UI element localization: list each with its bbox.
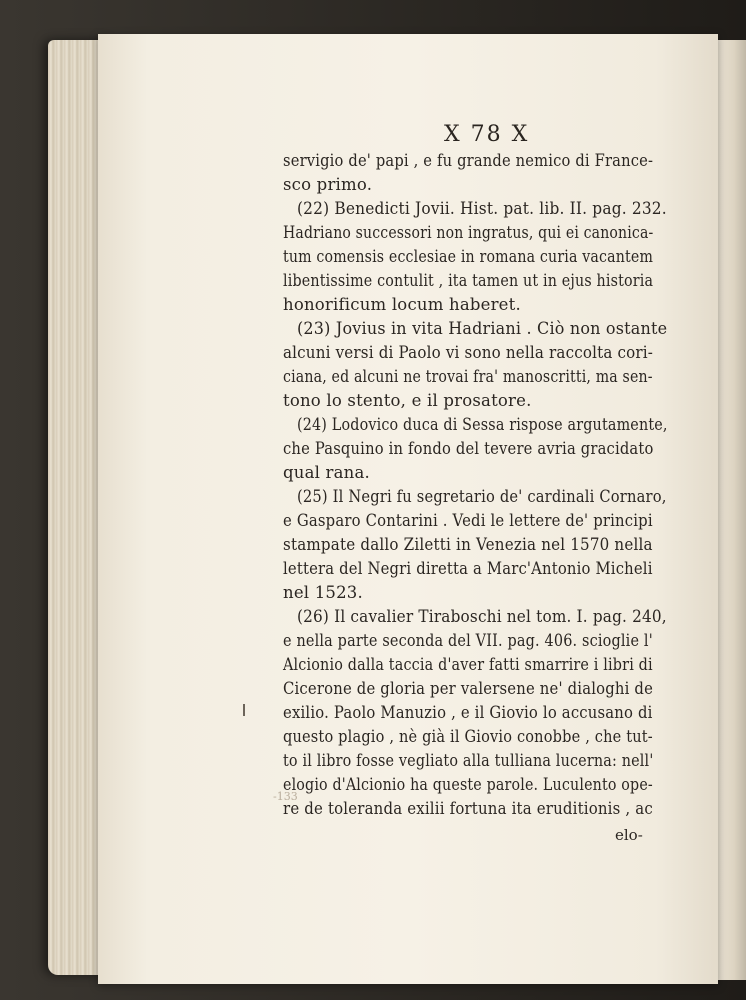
text-line: (25) Il Negri fu segretario de' cardinali Cornaro, <box>297 487 667 506</box>
margin-mark <box>243 704 245 716</box>
text-line: nel 1523. <box>283 583 363 602</box>
text-line: qual rana. <box>283 463 370 482</box>
signature-mark: -133 <box>273 790 298 803</box>
text-line: e nella parte seconda del VII. pag. 406. scioglie l' <box>283 631 653 650</box>
text-line: lettera del Negri diretta a Marc'Antonio Micheli <box>283 559 653 578</box>
text-line: stampate dallo Ziletti in Venezia nel 1570 nella <box>283 535 653 554</box>
text-line: alcuni versi di Paolo vi sono nella raccolta cori- <box>283 343 654 362</box>
text-line: tono lo stento, e il prosatore. <box>283 391 532 410</box>
text-line: tum comensis ecclesiae in romana curia vacantem <box>283 247 654 266</box>
text-line: che Pasquino in fondo del tevere avria gracidato <box>283 439 654 458</box>
text-line: Hadriano successori non ingratus, qui ei canonica- <box>283 223 654 242</box>
text-line: questo plagio , nè già il Giovio conobbe , che tut- <box>283 727 653 746</box>
text-line: (24) Lodovico duca di Sessa rispose argutamente, <box>297 415 668 434</box>
text-line: servigio de' papi , e fu grande nemico di France- <box>283 151 654 170</box>
text-line: to il libro fosse vegliato alla tulliana lucerna: nell' <box>283 751 654 770</box>
text-line: Cicerone de gloria per valersene ne' dialoghi de <box>283 679 654 698</box>
text-line: exilio. Paolo Manuzio , e il Giovio lo accusano di <box>283 703 653 722</box>
text-line: libentissime contulit , ita tamen ut in ejus historia <box>283 271 654 290</box>
text-line: elogio d'Alcionio ha queste parole. Luculento ope- <box>283 775 653 794</box>
text-line: ciana, ed alcuni ne trovai fra' manoscritti, ma sen- <box>283 367 653 386</box>
text-line: e Gasparo Contarini . Vedi le lettere de' principi <box>283 511 653 530</box>
text-line: sco primo. <box>283 175 373 194</box>
text-line: re de toleranda exilii fortuna ita eruditionis , ac <box>283 799 653 818</box>
text-line: Alcionio dalla taccia d'aver fatti smarrire i libri di <box>283 655 653 674</box>
text-line: honorificum locum haberet. <box>283 295 521 314</box>
catchword: elo- <box>615 826 643 844</box>
page-header-number: X 78 X <box>444 122 530 147</box>
text-line: (26) Il cavalier Tiraboschi nel tom. I. pag. 240, <box>297 607 667 626</box>
text-line: (22) Benedicti Jovii. Hist. pat. lib. II. pag. 232. <box>297 199 667 218</box>
text-line: (23) Jovius in vita Hadriani . Ciò non ostante <box>297 319 668 338</box>
